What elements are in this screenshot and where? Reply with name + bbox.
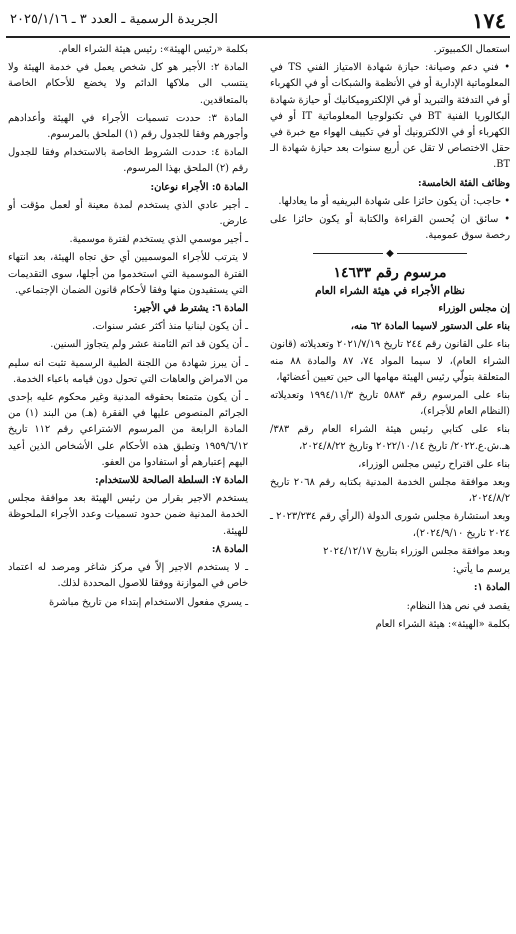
- paragraph: وبعد استشارة مجلس شورى الدولة (الرأي رقم ٢٠٢٣/٢٣٤ ـ ٢٠٢٤ تاريخ ٢٠٢٤/٩/١٠)،: [270, 511, 510, 539]
- article-heading: المادة ٨:: [211, 543, 248, 555]
- paragraph: بناء على الدستور لاسيما المادة ٦٢ منه،: [350, 321, 510, 333]
- paragraph: بناء على المرسوم رقم ٥٨٨٣ تاريخ ١٩٩٤/١١/٣ وتعديلاته (النظام العام للأجراء)،: [270, 390, 510, 418]
- paragraph: ـ أن يبرز شهادة من اللجنة الطبية الرسمية تثبت انه سليم من الامراض والعاهات التي تحول دون قيامه باعباء الخدمة.: [8, 357, 248, 385]
- bullet-item: • حاجب: أن يكون حائزا على شهادة البريفيه أو ما يعادلها.: [270, 194, 510, 210]
- paragraph: استعمال الكمبيوتر.: [433, 44, 510, 55]
- paragraph: ـ أجير موسمي الذي يستخدم لفترة موسمية.: [69, 234, 248, 246]
- paragraph: بناء على اقتراح رئيس مجلس الوزراء،: [358, 458, 510, 470]
- article-heading: المادة ٥: الأجراء نوعان:: [150, 181, 248, 193]
- article-heading: المادة ٦: يشترط في الأجير:: [133, 303, 248, 315]
- article-heading: المادة ٧: السلطة الصالحة للاستخدام:: [95, 475, 248, 487]
- bullet-item: • فني دعم وصيانة: حيازة شهادة الامتياز الفني TS في المعلوماتية الإدارية أو في الأنظمة والشبكات أو في الكهرباء أو في التدفئة والتبريد أو في الإلكتروميكانيك أو حيازة شهادة البكالوريا الفنية BT في تكنولوجيا المعلوماتية IT أو في الكهرباء أو في الالكترونيك أو في تكييف الهواء مع خبرة في حقل الاختصاص لا تقل عن أربع سنوات بعد حيازة شهادة الـ BT.: [270, 60, 510, 173]
- paragraph: يرسم ما يأتي:: [452, 564, 510, 576]
- bullet-item: • سائق ان يُحسن القراءة والكتابة أو يكون حائزا على رخصة سوق عمومية.: [270, 212, 510, 244]
- paragraph: لا يترتب للأجراء الموسميين أي حق تجاه الهيئة، بعد انتهاء الفترة الموسمية التي استخدموا من أجلها، سوى التقديمات التي يستفيدون منها وفقا لأحكام قانون الضمان الإجتماعي.: [8, 252, 248, 296]
- left-column: [8, 42, 248, 613]
- paragraph: بناء على كتابي رئيس هيئة الشراء العام رقم ٣٨٣/هـ.ش.ع.٢٠٢٢/ تاريخ ٢٠٢٢/١٠/١٤ وتاريخ ٢٠٢٤/٨/٢٢،: [270, 424, 510, 452]
- page-header: [6, 8, 510, 38]
- paragraph: المادة ٢: الأجير هو كل شخص يعمل في خدمة الهيئة ولا ينتسب الى ملاكها الدائم ولا يخضع للأحكام الخاصة بالمتعاقدين.: [8, 62, 248, 106]
- paragraph: إن مجلس الوزراء: [438, 303, 510, 315]
- paragraph: المادة ٣: حددت تسميات الأجراء في الهيئة وأعدادهم وأجورهم وفقا للجدول رقم (١) الملحق بالمرسوم.: [8, 112, 248, 141]
- paragraph: بناء على القانون رقم ٢٤٤ تاريخ ٢٠٢١/٧/١٩ وتعديلاته (قانون الشراء العام)، لا سيما المواد ٧٤، ٨٧ والمادة ٨٨ منه المتعلقة بتولّي رئيس الهيئة مهامها الى حين تعيين أعضائها،: [270, 339, 511, 383]
- ornament-divider: ◆: [270, 246, 510, 262]
- paragraph: ـ أن يكون لبنانيا منذ أكثر عشر سنوات.: [92, 321, 248, 333]
- article-heading: المادة ١:: [473, 582, 510, 594]
- paragraph: يستخدم الاجير بقرار من رئيس الهيئة بعد موافقة مجلس الخدمة المدنية ضمن حدود تسميات وعدد الأجراء الملحوظة للهيئة.: [8, 493, 248, 537]
- section-heading: وظائف الفئة الخامسة:: [418, 177, 510, 189]
- decree-subtitle: نظام الأجراء في هيئة الشراء العام: [315, 284, 465, 297]
- gazette-title: الجريدة الرسمية ـ العدد ٣ ـ ٢٠٢٥/١/١٦: [10, 12, 218, 27]
- paragraph: ـ يسري مفعول الاستخدام إبتداء من تاريخ مباشرة: [48, 596, 248, 608]
- paragraph: ـ لا يستخدم الاجير إلاّ في مركز شاغر ومرصد له اعتماد خاص في الموازنة ووفقا للاصول المحددة لذلك.: [8, 562, 248, 590]
- paragraph: ـ أن يكون قد اتم الثامنة عشر ولم يتجاوز السنين.: [50, 339, 248, 351]
- paragraph: يقصد في نص هذا النظام:: [406, 600, 510, 612]
- paragraph: ـ أجير عادي الذي يستخدم لمدة معينة أو لعمل مؤقت أو عارض.: [8, 199, 248, 228]
- paragraph: ـ أن يكون متمتعا بحقوقه المدنية وغير محكوم عليه بإحدى الجرائم المنصوص عليها في الفقرة (هـ) من البند (١) من المادة الرابعة من المرسوم الاشتراعي رقم ١١٢ تاريخ ١٩٥٩/٦/١٢ وتطبق هذه الأحكام على الأشخاص الذين أعيد اليهم إعتبارهم أو استفادوا من العفو.: [8, 392, 248, 468]
- decree-title: مرسوم رقم ١٤٦٣٣: [333, 264, 447, 281]
- paragraph: بكلمة «الهيئة»: هيئة الشراء العام: [375, 618, 510, 630]
- paragraph: وبعد موافقة مجلس الوزراء بتاريخ ٢٠٢٤/١٢/١٧: [323, 545, 510, 557]
- page-number: ١٧٤: [472, 8, 506, 33]
- right-column: [270, 42, 510, 635]
- paragraph: وبعد موافقة مجلس الخدمة المدنية بكتابه رقم ٢٠٦٨ تاريخ ٢٠٢٤/٨/٢،: [270, 477, 510, 505]
- paragraph: بكلمة «رئيس الهيئة»: رئيس هيئة الشراء العام.: [58, 44, 248, 55]
- paragraph: المادة ٤: حددت الشروط الخاصة بالاستخدام وفقا للجدول رقم (٢) الملحق بهذا المرسوم.: [8, 147, 248, 175]
